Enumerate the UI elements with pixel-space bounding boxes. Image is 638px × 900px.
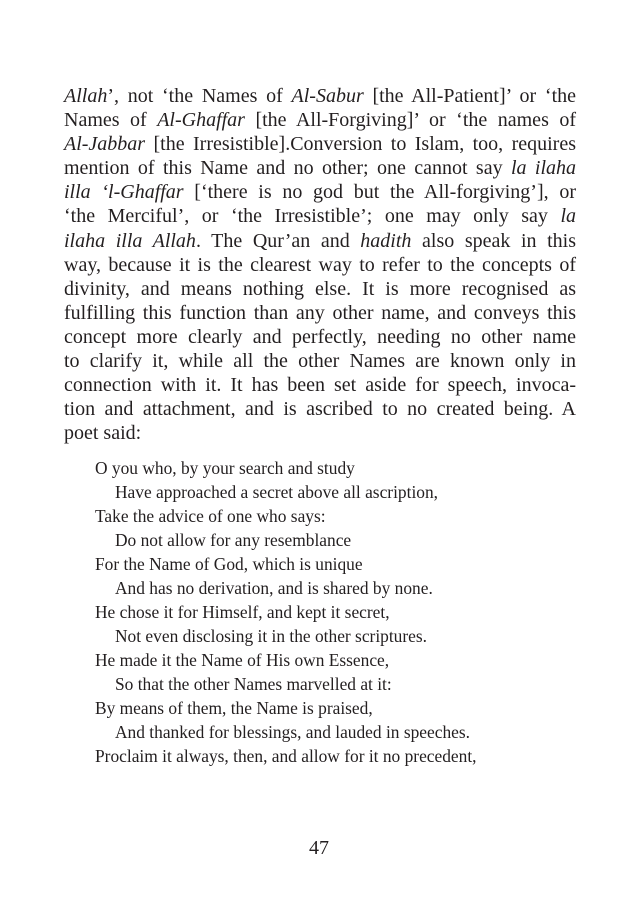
- poem-line-indented: And thanked for blessings, and lauded in speeches.: [115, 722, 470, 742]
- italic-term: illa ‘l-Ghaffar: [64, 181, 184, 204]
- prose-line: [64, 84, 576, 108]
- prose-line: [64, 180, 576, 204]
- italic-term: Al-Ghaffar: [157, 109, 245, 132]
- prose-text: poet said:: [64, 422, 142, 445]
- prose-text: [‘there is no god but the All-forgiving’], or: [183, 181, 576, 204]
- italic-term: Al-Sabur: [291, 85, 364, 107]
- poem: [95, 456, 575, 768]
- poem-line: Proclaim it always, then, and allow for it no precedent,: [95, 746, 477, 766]
- prose-line: [64, 253, 576, 277]
- prose-text: divinity, and means nothing else. It is more recognised as: [64, 277, 576, 300]
- prose-paragraph: [64, 84, 576, 445]
- prose-line: [64, 132, 576, 156]
- italic-term: la: [560, 205, 576, 228]
- poem-couplet: [95, 552, 575, 600]
- prose-text: concept more clearly and perfectly, needing no other name: [64, 325, 576, 348]
- poem-line: Take the advice of one who says:: [95, 506, 326, 526]
- prose-line: [64, 301, 576, 325]
- poem-line: For the Name of God, which is unique: [95, 554, 363, 574]
- poem-line: O you who, by your search and study: [95, 458, 355, 478]
- prose-text: tion and attachment, and is ascribed to no created being. A: [64, 398, 576, 421]
- italic-term: ilaha illa Allah: [64, 229, 196, 252]
- prose-text: . The Qur’an and: [195, 229, 361, 252]
- italic-term: hadith: [360, 229, 412, 252]
- prose-line: [64, 421, 576, 445]
- italic-term: Allah: [64, 85, 108, 107]
- poem-couplet: [95, 696, 575, 744]
- prose-text: ‘the Merciful’, or ‘the Irresistible’; one may only say: [64, 205, 561, 228]
- poem-line: He chose it for Himself, and kept it secret,: [95, 602, 390, 622]
- poem-line-indented: Not even disclosing it in the other scriptures.: [115, 626, 428, 646]
- page-number: 47: [309, 837, 329, 859]
- prose-text: fulfilling this function than any other name, and conveys this: [64, 301, 576, 324]
- poem-couplet: [95, 456, 575, 504]
- prose-text: [the Irresistible].Conversion to Islam, too, requires: [145, 133, 576, 156]
- prose-line: [64, 373, 576, 397]
- prose-text: way, because it is the clearest way to refer to the concepts of: [64, 253, 576, 276]
- prose-text: [the All-Forgiving]’ or ‘the names of: [244, 109, 576, 132]
- prose-line: [64, 349, 576, 373]
- poem-line-indented: So that the other Names marvelled at it:: [115, 674, 392, 694]
- poem-line-indented: Do not allow for any resemblance: [115, 530, 352, 550]
- poem-couplet: [95, 504, 575, 552]
- poem-line-indented: Have approached a secret above all ascription,: [115, 482, 439, 502]
- prose-line: [64, 204, 576, 228]
- prose-text: connection with it. It has been set aside for speech, invoca-: [64, 374, 576, 397]
- italic-term: la ilaha: [510, 157, 577, 180]
- italic-term: Al-Jabbar: [64, 133, 146, 156]
- prose-line: [64, 156, 576, 180]
- poem-couplet: [95, 648, 575, 696]
- prose-line: [64, 277, 576, 301]
- prose-text: also speak in this: [411, 229, 576, 252]
- prose-text: mention of this Name and no other; one cannot say: [64, 157, 511, 180]
- prose-line: [64, 229, 576, 253]
- prose-text: ’, not ‘the Names of: [107, 85, 292, 107]
- prose-line: [64, 325, 576, 349]
- prose-line: [64, 397, 576, 421]
- poem-line-indented: And has no derivation, and is shared by none.: [115, 578, 433, 598]
- prose-text: to clarify it, while all the other Names are known only in: [64, 350, 576, 373]
- prose-text: [the All-Patient]’ or ‘the: [363, 85, 577, 107]
- poem-line: By means of them, the Name is praised,: [95, 698, 373, 718]
- poem-couplet: [95, 600, 575, 648]
- poem-line: He made it the Name of His own Essence,: [95, 650, 390, 670]
- prose-line: [64, 108, 576, 132]
- poem-couplet: [95, 744, 575, 768]
- prose-text: Names of: [64, 109, 158, 132]
